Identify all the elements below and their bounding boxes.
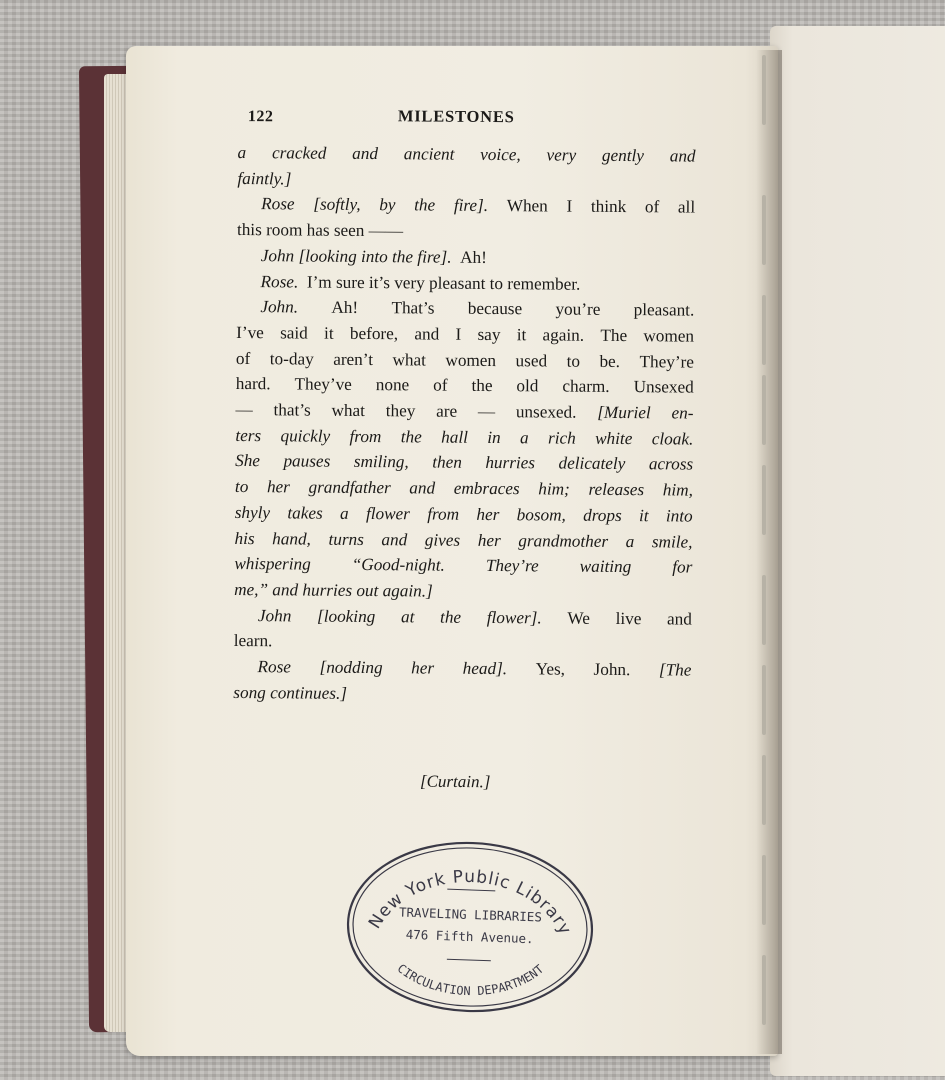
- stitch: [762, 755, 766, 825]
- word: and: [352, 143, 379, 164]
- curtain-direction: [420, 772, 491, 793]
- word: rich: [547, 428, 576, 448]
- word: none: [375, 375, 410, 395]
- word: say: [477, 324, 501, 344]
- word: [Muriel: [597, 402, 651, 423]
- word: aren’t: [333, 349, 374, 369]
- running-title: MILESTONES: [397, 106, 515, 127]
- word: for: [672, 557, 693, 577]
- curtain-text: [Curtain.]: [419, 771, 491, 792]
- word: used: [515, 350, 548, 371]
- word: “Good-night.: [351, 555, 445, 575]
- text-line: [234, 551, 692, 580]
- word: from: [349, 426, 382, 446]
- word: ancient: [403, 144, 455, 164]
- word: cracked: [271, 143, 327, 163]
- word: and: [381, 529, 408, 549]
- word: Unsexed: [633, 377, 694, 397]
- word: women: [445, 350, 497, 370]
- word: drops: [583, 505, 622, 525]
- word: We: [567, 608, 590, 628]
- word: and: [667, 609, 692, 629]
- stamp-line-2: 476 Fifth Avenue.: [405, 926, 534, 947]
- word: again.: [542, 325, 585, 345]
- text-line: [233, 680, 691, 709]
- word: into: [665, 506, 693, 526]
- stamp-arc-text: New York Public Library: [364, 866, 576, 939]
- text-line: [234, 526, 692, 555]
- word: turns: [328, 529, 364, 549]
- word: the: [400, 427, 422, 447]
- word: ters: [235, 425, 262, 445]
- text-line: [235, 500, 693, 529]
- word: very: [546, 145, 577, 165]
- word: a: [237, 142, 247, 163]
- word: —: [235, 400, 253, 420]
- word: grandfather: [308, 477, 391, 498]
- word: to-day: [269, 348, 314, 369]
- word: think: [590, 197, 627, 217]
- word: charm.: [562, 376, 610, 397]
- text-line: [236, 294, 694, 323]
- word: it: [324, 323, 334, 343]
- stitch: [762, 295, 766, 365]
- word: and: [409, 478, 436, 498]
- word: I: [455, 324, 462, 344]
- stitch: [762, 955, 766, 1025]
- word: quickly: [280, 426, 331, 446]
- word: flower].: [486, 607, 542, 628]
- word: waiting: [579, 556, 632, 577]
- word: all: [677, 197, 696, 217]
- word: John [looking into the fire]. Ah!: [260, 245, 487, 267]
- stitch: [762, 855, 766, 925]
- text-line: [235, 474, 693, 503]
- word: Ah!: [331, 297, 359, 318]
- word: his: [234, 528, 255, 548]
- word: flower: [365, 503, 411, 524]
- stamp-rule-bottom: [447, 959, 491, 961]
- word: and: [669, 146, 696, 166]
- word: you’re: [555, 299, 601, 320]
- word: song continues.]: [233, 682, 348, 703]
- word: I: [566, 196, 573, 217]
- stamp-line-1: TRAVELING LIBRARIES: [398, 904, 543, 925]
- word: him,: [662, 480, 693, 500]
- word: this room has seen ——: [236, 220, 404, 241]
- word: from: [427, 504, 460, 524]
- running-head: [238, 100, 696, 144]
- word: before,: [349, 323, 399, 344]
- word: the: [414, 195, 436, 215]
- word: old: [516, 376, 539, 396]
- library-stamp: [341, 834, 599, 1021]
- word: white: [595, 428, 633, 448]
- word: women: [643, 326, 695, 346]
- word: faintly.]: [237, 168, 292, 189]
- text-line: [234, 577, 692, 606]
- word: her: [476, 504, 500, 524]
- stamp-graphic: [341, 834, 599, 1021]
- word: that’s: [273, 400, 311, 420]
- word: They’re: [639, 351, 695, 372]
- word: hall: [441, 427, 468, 447]
- word: gently: [601, 145, 645, 166]
- word: cloak.: [651, 428, 694, 449]
- stamp-rule-top: [447, 889, 495, 891]
- word: unsexed.: [515, 402, 577, 422]
- word: a: [339, 503, 349, 523]
- word: of: [235, 348, 251, 368]
- word: hurries: [485, 453, 536, 473]
- word: whispering: [234, 554, 311, 574]
- word: the: [440, 607, 462, 627]
- word: embraces: [453, 478, 520, 499]
- stitch: [762, 465, 766, 535]
- word: voice,: [480, 144, 521, 165]
- text-line: [237, 217, 695, 246]
- text-line: [235, 448, 693, 477]
- word: of: [433, 375, 448, 395]
- word: what: [331, 400, 366, 421]
- stitch: [762, 575, 766, 645]
- word: shyly: [234, 502, 271, 523]
- word: They’re: [485, 556, 539, 576]
- word: fire].: [453, 196, 489, 216]
- word: her: [411, 658, 435, 678]
- word: grandmother: [518, 530, 609, 551]
- word: it: [516, 325, 527, 345]
- word: bosom,: [516, 505, 566, 525]
- word: She: [235, 451, 261, 471]
- word: delicately: [558, 453, 626, 474]
- text-line: [235, 397, 693, 426]
- word: of: [644, 197, 660, 217]
- word: to: [234, 477, 249, 497]
- play-text: [233, 140, 695, 709]
- text-line: [234, 603, 692, 632]
- word: releases: [588, 479, 645, 500]
- word: The: [600, 325, 628, 345]
- text-line: [233, 654, 691, 683]
- word: her: [477, 530, 501, 550]
- word: a: [625, 531, 635, 551]
- word: by: [379, 195, 396, 215]
- binding-stitches: [760, 55, 770, 1045]
- word: to: [566, 351, 581, 371]
- word: it: [638, 506, 649, 526]
- word: pleasant.: [633, 300, 695, 320]
- word: When: [506, 196, 548, 216]
- word: [softly,: [313, 195, 361, 215]
- word: said: [280, 323, 308, 343]
- text-line: [237, 166, 695, 195]
- word: smile,: [651, 531, 693, 552]
- word: I’ve: [236, 322, 264, 343]
- word: across: [648, 454, 694, 475]
- word: Rose: [261, 194, 295, 214]
- word: him;: [538, 479, 570, 499]
- word: are: [436, 401, 458, 421]
- text-line: [236, 346, 694, 375]
- word: hand,: [272, 528, 311, 549]
- stitch: [762, 55, 766, 125]
- word: because: [467, 299, 523, 319]
- word: John: [257, 605, 292, 626]
- word: Yes,: [535, 659, 566, 679]
- word: gives: [424, 530, 461, 550]
- word: me,” and hurries out again.]: [234, 579, 433, 601]
- word: the: [471, 376, 493, 396]
- right-page: [770, 26, 945, 1076]
- word: Rose: [257, 657, 292, 677]
- word: en-: [671, 403, 694, 423]
- word: live: [615, 608, 642, 628]
- word: hard.: [235, 374, 271, 394]
- word: what: [392, 349, 427, 370]
- word: [nodding: [319, 657, 383, 678]
- word: [The: [658, 660, 692, 680]
- word: be.: [599, 351, 621, 371]
- word: a: [520, 427, 529, 448]
- text-line: [237, 243, 695, 272]
- word: head].: [462, 658, 508, 679]
- text-line: [236, 269, 694, 298]
- word: learn.: [233, 631, 273, 651]
- text-line: [236, 371, 694, 400]
- word: at: [400, 606, 415, 627]
- text-line: [235, 423, 693, 452]
- page-text-block: [233, 100, 696, 709]
- word: —: [477, 401, 496, 422]
- word: and: [414, 324, 440, 344]
- word: smiling,: [353, 452, 409, 472]
- text-line: [234, 628, 692, 657]
- word: takes: [287, 503, 323, 523]
- word: pauses: [283, 451, 331, 472]
- text-line: [237, 191, 695, 220]
- stamp-bottom-arc-text: CIRCULATION DEPARTMENT: [394, 961, 547, 999]
- word: John.: [593, 659, 631, 680]
- word: then: [432, 452, 462, 473]
- stitch: [762, 665, 766, 735]
- word: [looking: [317, 606, 376, 626]
- word: they: [385, 401, 416, 421]
- text-line: [237, 140, 695, 169]
- word: John.: [260, 297, 299, 317]
- stitch: [762, 195, 766, 265]
- word: in: [487, 427, 501, 447]
- page-number: 122: [247, 108, 274, 126]
- word: her: [266, 477, 290, 497]
- word: Rose. I’m sure it’s very pleasant to remember.: [260, 271, 581, 294]
- text-line: [236, 320, 694, 349]
- word: They’ve: [294, 374, 352, 395]
- stitch: [762, 375, 766, 445]
- word: That’s: [391, 298, 435, 318]
